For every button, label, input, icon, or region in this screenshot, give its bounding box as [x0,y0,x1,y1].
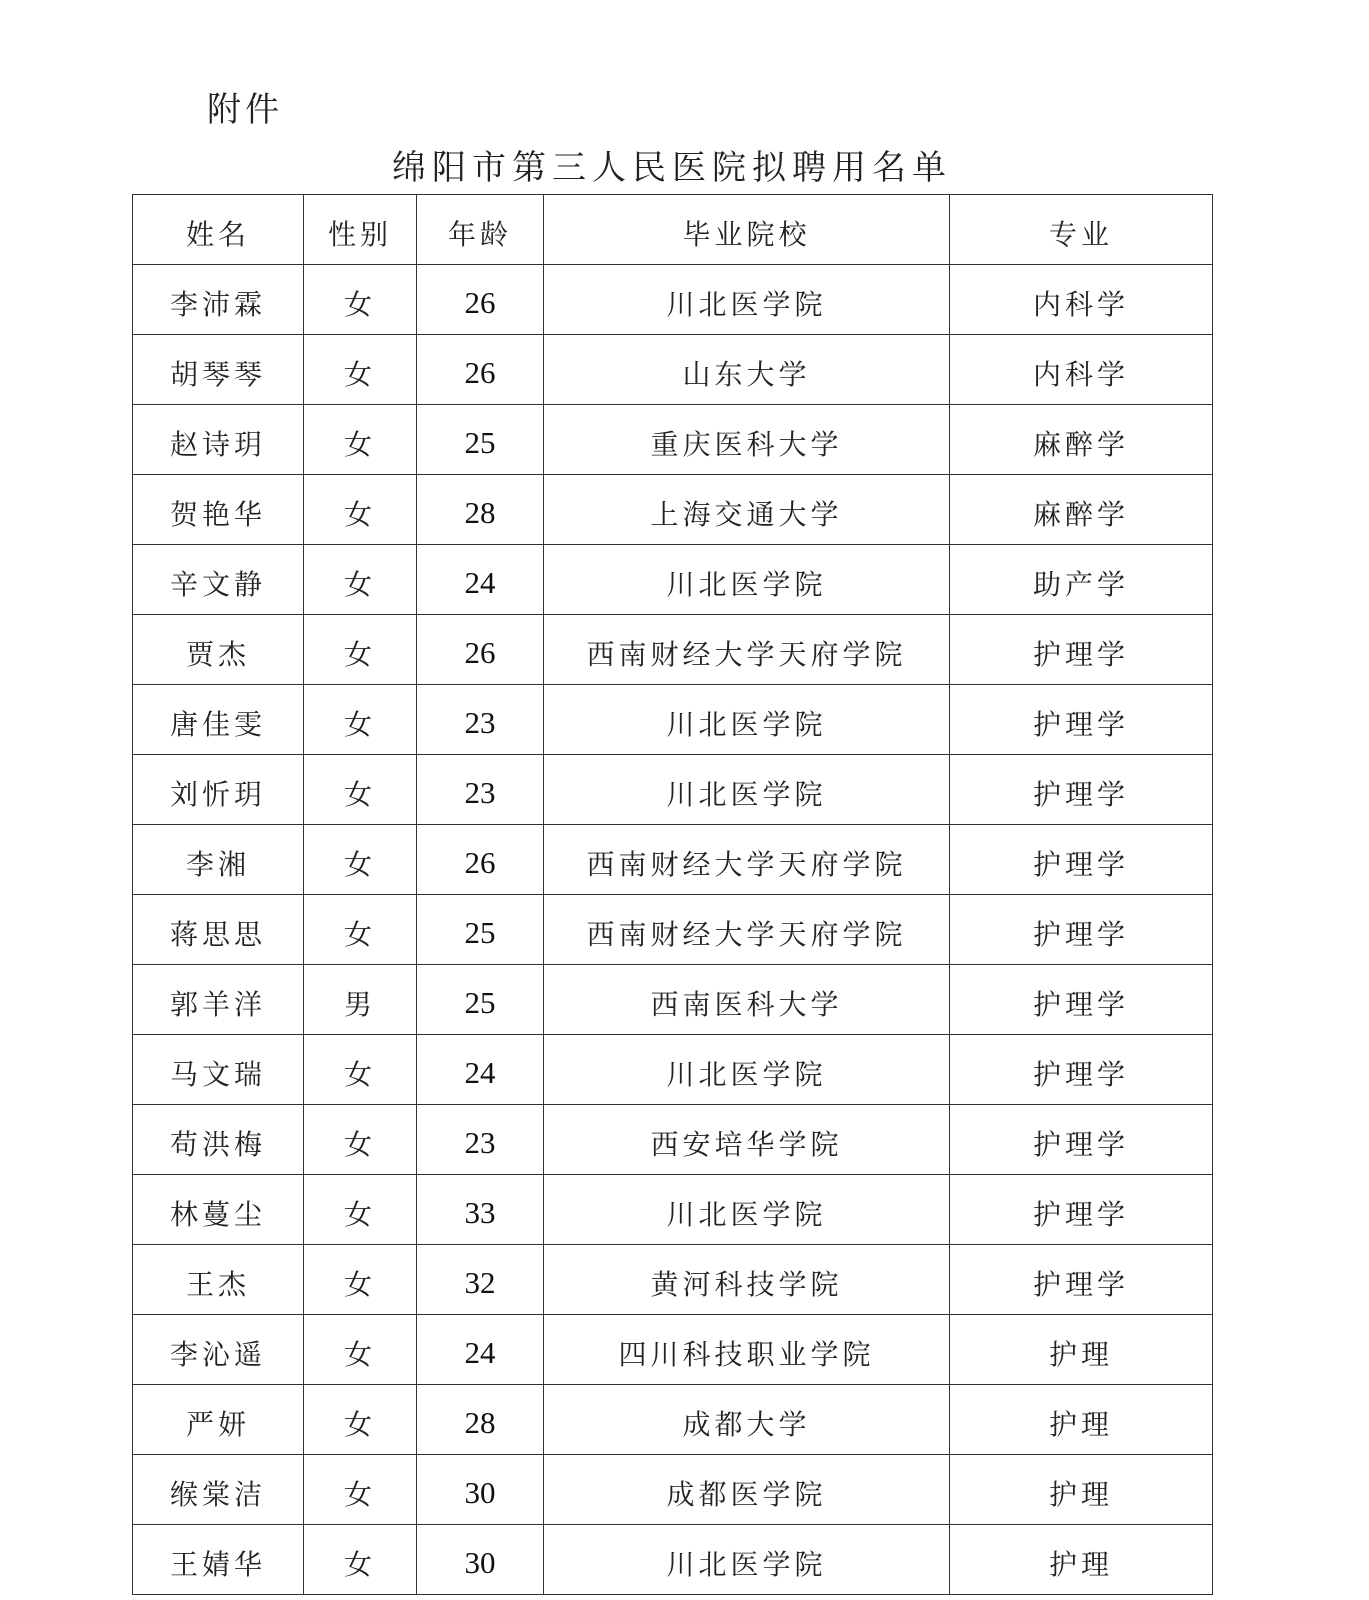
cell-age: 25 [417,405,544,475]
header-gender: 性别 [304,195,417,265]
cell-age: 24 [417,1315,544,1385]
cell-age: 23 [417,1105,544,1175]
table-row [133,265,1213,335]
cell-age: 26 [417,825,544,895]
cell-age: 28 [417,1385,544,1455]
table-row [133,405,1213,475]
hiring-roster-table [132,194,1213,1595]
cell-school: 黄河科技学院 [544,1245,950,1315]
header-age: 年龄 [417,195,544,265]
cell-school: 西南财经大学天府学院 [544,825,950,895]
cell-major: 护理学 [950,895,1213,965]
cell-school: 川北医学院 [544,545,950,615]
table-row [133,335,1213,405]
cell-name: 蒋思思 [133,895,304,965]
cell-major: 内科学 [950,335,1213,405]
cell-name: 胡琴琴 [133,335,304,405]
cell-school: 川北医学院 [544,685,950,755]
table-header-row [133,195,1213,265]
cell-gender: 女 [304,1245,417,1315]
cell-name: 刘忻玥 [133,755,304,825]
table-row [133,1105,1213,1175]
cell-gender: 女 [304,1385,417,1455]
cell-school: 川北医学院 [544,265,950,335]
cell-school: 山东大学 [544,335,950,405]
cell-age: 26 [417,335,544,405]
cell-name: 李湘 [133,825,304,895]
cell-major: 护理学 [950,1175,1213,1245]
cell-age: 30 [417,1525,544,1595]
cell-gender: 女 [304,1455,417,1525]
cell-name: 贺艳华 [133,475,304,545]
cell-school: 西南医科大学 [544,965,950,1035]
cell-major: 护理学 [950,1105,1213,1175]
cell-name: 李沛霖 [133,265,304,335]
cell-name: 苟洪梅 [133,1105,304,1175]
cell-major: 护理学 [950,1035,1213,1105]
cell-age: 33 [417,1175,544,1245]
cell-age: 30 [417,1455,544,1525]
cell-name: 唐佳雯 [133,685,304,755]
cell-gender: 女 [304,685,417,755]
table-row [133,1035,1213,1105]
cell-age: 28 [417,475,544,545]
document-title: 绵阳市第三人民医院拟聘用名单 [392,148,952,188]
cell-gender: 女 [304,545,417,615]
cell-name: 贾杰 [133,615,304,685]
cell-age: 23 [417,685,544,755]
cell-gender: 女 [304,405,417,475]
cell-school: 川北医学院 [544,1035,950,1105]
cell-gender: 女 [304,895,417,965]
cell-name: 辛文静 [133,545,304,615]
cell-name: 赵诗玥 [133,405,304,475]
attachment-label: 附件 [207,90,283,130]
cell-school: 西安培华学院 [544,1105,950,1175]
cell-gender: 女 [304,1105,417,1175]
table-row [133,825,1213,895]
cell-age: 32 [417,1245,544,1315]
table-row [133,545,1213,615]
cell-major: 护理 [950,1385,1213,1455]
cell-major: 护理 [950,1525,1213,1595]
cell-major: 护理 [950,1455,1213,1525]
cell-major: 麻醉学 [950,475,1213,545]
table-row [133,1385,1213,1455]
cell-gender: 女 [304,755,417,825]
cell-school: 西南财经大学天府学院 [544,895,950,965]
table-row [133,965,1213,1035]
cell-name: 王婧华 [133,1525,304,1595]
cell-name: 林蔓尘 [133,1175,304,1245]
cell-major: 护理学 [950,965,1213,1035]
cell-major: 护理学 [950,825,1213,895]
cell-name: 马文瑞 [133,1035,304,1105]
cell-major: 护理学 [950,615,1213,685]
table-row [133,1455,1213,1525]
table-row [133,895,1213,965]
cell-gender: 女 [304,265,417,335]
cell-name: 李沁遥 [133,1315,304,1385]
table-row [133,685,1213,755]
cell-school: 上海交通大学 [544,475,950,545]
cell-school: 成都医学院 [544,1455,950,1525]
cell-gender: 女 [304,475,417,545]
cell-school: 川北医学院 [544,755,950,825]
table-row [133,1175,1213,1245]
cell-gender: 男 [304,965,417,1035]
cell-school: 四川科技职业学院 [544,1315,950,1385]
table-row [133,475,1213,545]
cell-school: 西南财经大学天府学院 [544,615,950,685]
cell-major: 麻醉学 [950,405,1213,475]
cell-age: 26 [417,615,544,685]
header-name: 姓名 [133,195,304,265]
cell-age: 24 [417,545,544,615]
cell-major: 护理学 [950,1245,1213,1315]
cell-gender: 女 [304,615,417,685]
cell-gender: 女 [304,1035,417,1105]
cell-age: 24 [417,1035,544,1105]
header-major: 专业 [950,195,1213,265]
cell-gender: 女 [304,825,417,895]
table-row [133,1525,1213,1595]
header-school: 毕业院校 [544,195,950,265]
table-row [133,1245,1213,1315]
cell-school: 成都大学 [544,1385,950,1455]
table-row [133,615,1213,685]
cell-major: 护理学 [950,755,1213,825]
cell-major: 护理 [950,1315,1213,1385]
cell-name: 缑棠洁 [133,1455,304,1525]
cell-school: 川北医学院 [544,1175,950,1245]
cell-age: 26 [417,265,544,335]
cell-age: 23 [417,755,544,825]
cell-gender: 女 [304,1525,417,1595]
cell-age: 25 [417,965,544,1035]
cell-gender: 女 [304,1315,417,1385]
cell-name: 郭羊洋 [133,965,304,1035]
cell-name: 严妍 [133,1385,304,1455]
cell-gender: 女 [304,335,417,405]
cell-school: 重庆医科大学 [544,405,950,475]
table-row [133,1315,1213,1385]
cell-age: 25 [417,895,544,965]
cell-major: 助产学 [950,545,1213,615]
cell-major: 护理学 [950,685,1213,755]
cell-name: 王杰 [133,1245,304,1315]
cell-school: 川北医学院 [544,1525,950,1595]
cell-major: 内科学 [950,265,1213,335]
cell-gender: 女 [304,1175,417,1245]
table-row [133,755,1213,825]
